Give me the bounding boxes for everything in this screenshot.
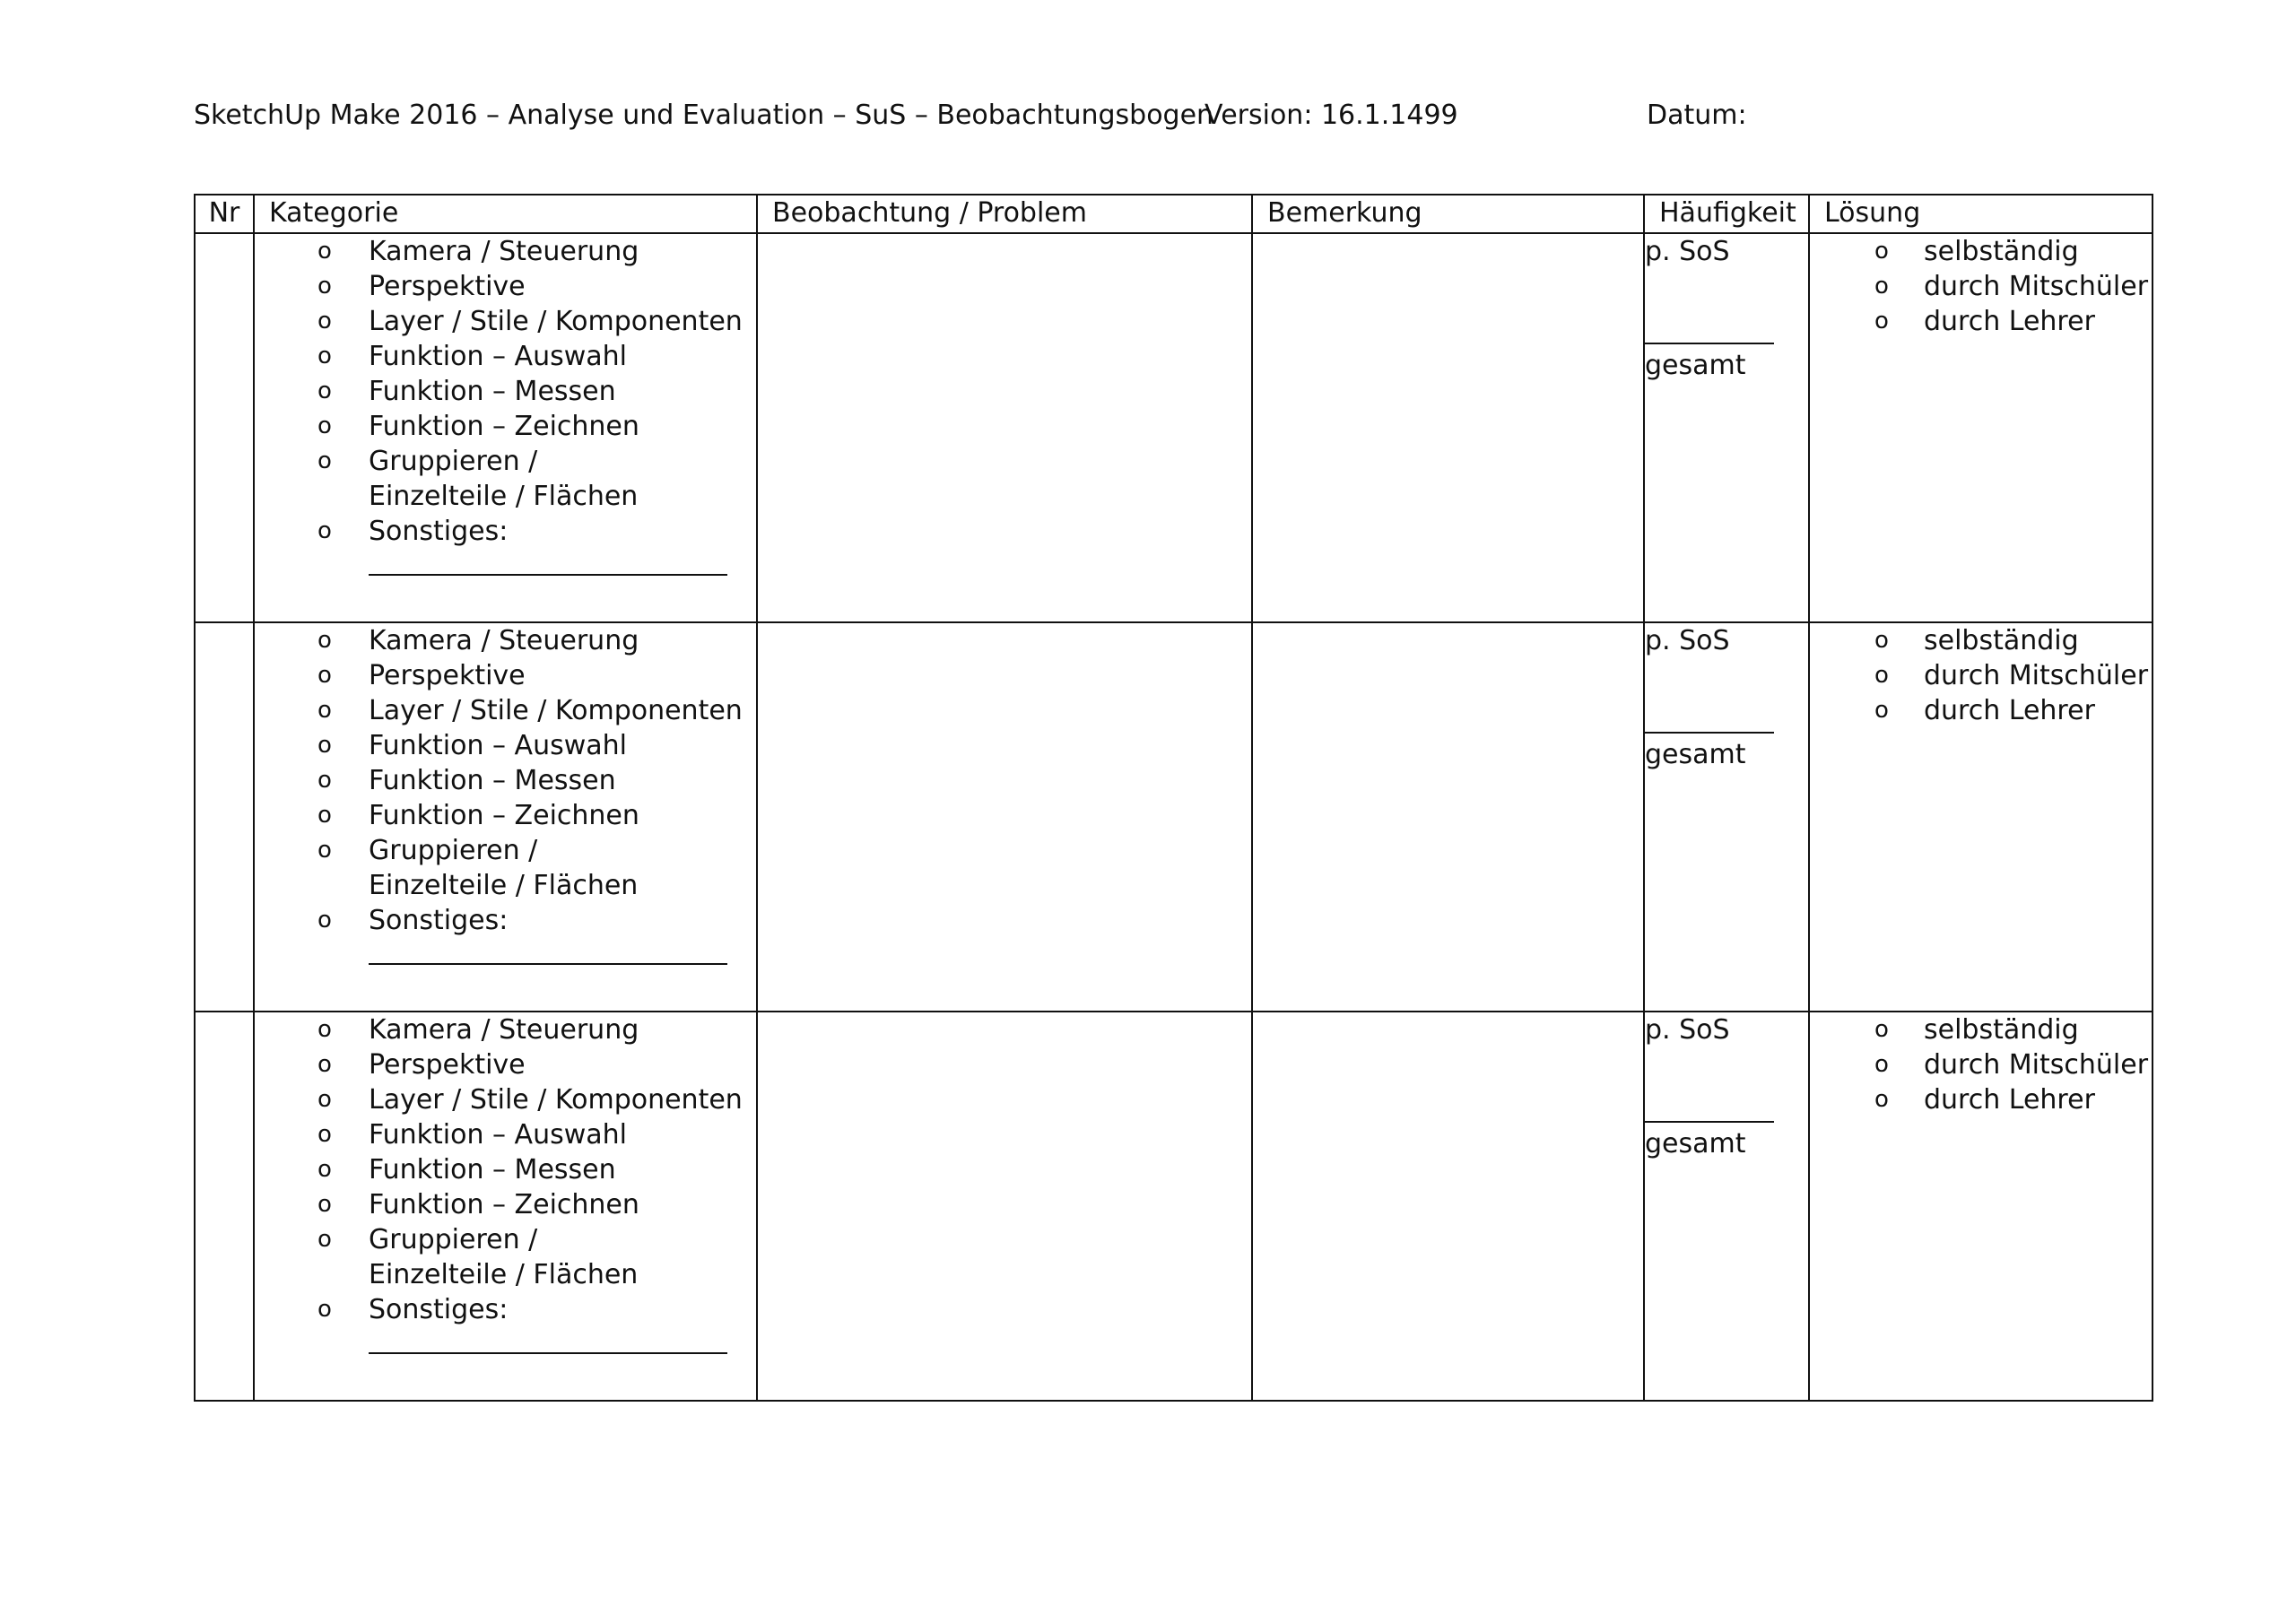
nr-cell[interactable] — [195, 622, 254, 1012]
observation-table — [194, 194, 2153, 1402]
table-row — [195, 1012, 2152, 1401]
category-option[interactable]: o Layer / Stile / Komponenten — [255, 304, 756, 339]
category-option[interactable]: o Kamera / Steuerung — [255, 1012, 756, 1047]
solution-option[interactable]: o durch Mitschüler — [1810, 658, 2152, 693]
kategorie-cell — [254, 233, 757, 622]
column-header-haeufigkeit: Häufigkeit — [1644, 195, 1809, 233]
solution-option[interactable]: o selbständig — [1810, 1012, 2152, 1047]
category-option[interactable]: o Perspektive — [255, 1047, 756, 1082]
bemerkung-cell[interactable] — [1252, 1012, 1644, 1401]
solution-option[interactable]: o selbständig — [1810, 234, 2152, 269]
total-label: gesamt — [1645, 350, 1746, 381]
category-option[interactable]: o Layer / Stile / Komponenten — [255, 693, 756, 728]
nr-cell[interactable] — [195, 233, 254, 622]
frequency-write-line[interactable] — [1645, 1121, 1774, 1123]
sonstiges-write-line[interactable] — [369, 1352, 727, 1354]
solution-option[interactable]: o durch Lehrer — [1810, 1082, 2152, 1117]
category-option[interactable]: o Sonstiges: — [255, 514, 756, 549]
column-header-loesung: Lösung — [1809, 195, 2152, 233]
category-option[interactable]: o Kamera / Steuerung — [255, 234, 756, 269]
category-option[interactable]: o Sonstiges: — [255, 1292, 756, 1327]
per-student-label: p. SoS — [1645, 236, 1730, 267]
sonstiges-write-line[interactable] — [369, 963, 727, 965]
date-label: Datum: — [1647, 100, 1747, 131]
beobachtung-cell[interactable] — [757, 1012, 1252, 1401]
category-option[interactable]: o Funktion – Zeichnen — [255, 409, 756, 444]
total-label: gesamt — [1645, 739, 1746, 770]
loesung-cell — [1809, 233, 2152, 622]
category-option[interactable]: o Funktion – Zeichnen — [255, 798, 756, 833]
table-row — [195, 233, 2152, 622]
category-option[interactable]: o Kamera / Steuerung — [255, 623, 756, 658]
kategorie-cell — [254, 622, 757, 1012]
column-header-kategorie: Kategorie — [254, 195, 757, 233]
category-option[interactable]: o Funktion – Zeichnen — [255, 1187, 756, 1222]
haeufigkeit-cell — [1644, 1012, 1809, 1401]
kategorie-cell — [254, 1012, 757, 1401]
category-option[interactable]: o Funktion – Messen — [255, 374, 756, 409]
table-header-row — [195, 195, 2152, 233]
solution-option[interactable]: o durch Lehrer — [1810, 304, 2152, 339]
column-header-bemerkung: Bemerkung — [1252, 195, 1644, 233]
beobachtung-cell[interactable] — [757, 622, 1252, 1012]
column-header-nr: Nr — [195, 195, 254, 233]
total-label: gesamt — [1645, 1128, 1746, 1159]
category-option[interactable]: o Funktion – Auswahl — [255, 339, 756, 374]
column-header-beobachtung: Beobachtung / Problem — [757, 195, 1252, 233]
table-row — [195, 622, 2152, 1012]
per-student-label: p. SoS — [1645, 1014, 1730, 1046]
nr-cell[interactable] — [195, 1012, 254, 1401]
solution-option[interactable]: o durch Mitschüler — [1810, 1047, 2152, 1082]
solution-option[interactable]: o durch Mitschüler — [1810, 269, 2152, 304]
category-option[interactable]: o Gruppieren / Einzelteile / Flächen — [255, 1222, 674, 1292]
document-title: SketchUp Make 2016 – Analyse und Evaluation – SuS – Beobachtungsbogen — [194, 100, 1214, 131]
bemerkung-cell[interactable] — [1252, 233, 1644, 622]
loesung-cell — [1809, 1012, 2152, 1401]
beobachtung-cell[interactable] — [757, 233, 1252, 622]
category-option[interactable]: o Perspektive — [255, 269, 756, 304]
category-option[interactable]: o Gruppieren / Einzelteile / Flächen — [255, 444, 674, 514]
loesung-cell — [1809, 622, 2152, 1012]
category-option[interactable]: o Sonstiges: — [255, 903, 756, 938]
solution-option[interactable]: o selbständig — [1810, 623, 2152, 658]
category-option[interactable]: o Perspektive — [255, 658, 756, 693]
solution-option[interactable]: o durch Lehrer — [1810, 693, 2152, 728]
frequency-write-line[interactable] — [1645, 343, 1774, 344]
haeufigkeit-cell — [1644, 233, 1809, 622]
category-option[interactable]: o Funktion – Messen — [255, 763, 756, 798]
category-option[interactable]: o Layer / Stile / Komponenten — [255, 1082, 756, 1117]
frequency-write-line[interactable] — [1645, 732, 1774, 734]
per-student-label: p. SoS — [1645, 625, 1730, 656]
bemerkung-cell[interactable] — [1252, 622, 1644, 1012]
page-header — [194, 98, 2296, 134]
category-option[interactable]: o Funktion – Auswahl — [255, 728, 756, 763]
category-option[interactable]: o Gruppieren / Einzelteile / Flächen — [255, 833, 674, 903]
version-label: Version: 16.1.1499 — [1205, 100, 1458, 131]
category-option[interactable]: o Funktion – Messen — [255, 1152, 756, 1187]
sonstiges-write-line[interactable] — [369, 574, 727, 576]
haeufigkeit-cell — [1644, 622, 1809, 1012]
category-option[interactable]: o Funktion – Auswahl — [255, 1117, 756, 1152]
